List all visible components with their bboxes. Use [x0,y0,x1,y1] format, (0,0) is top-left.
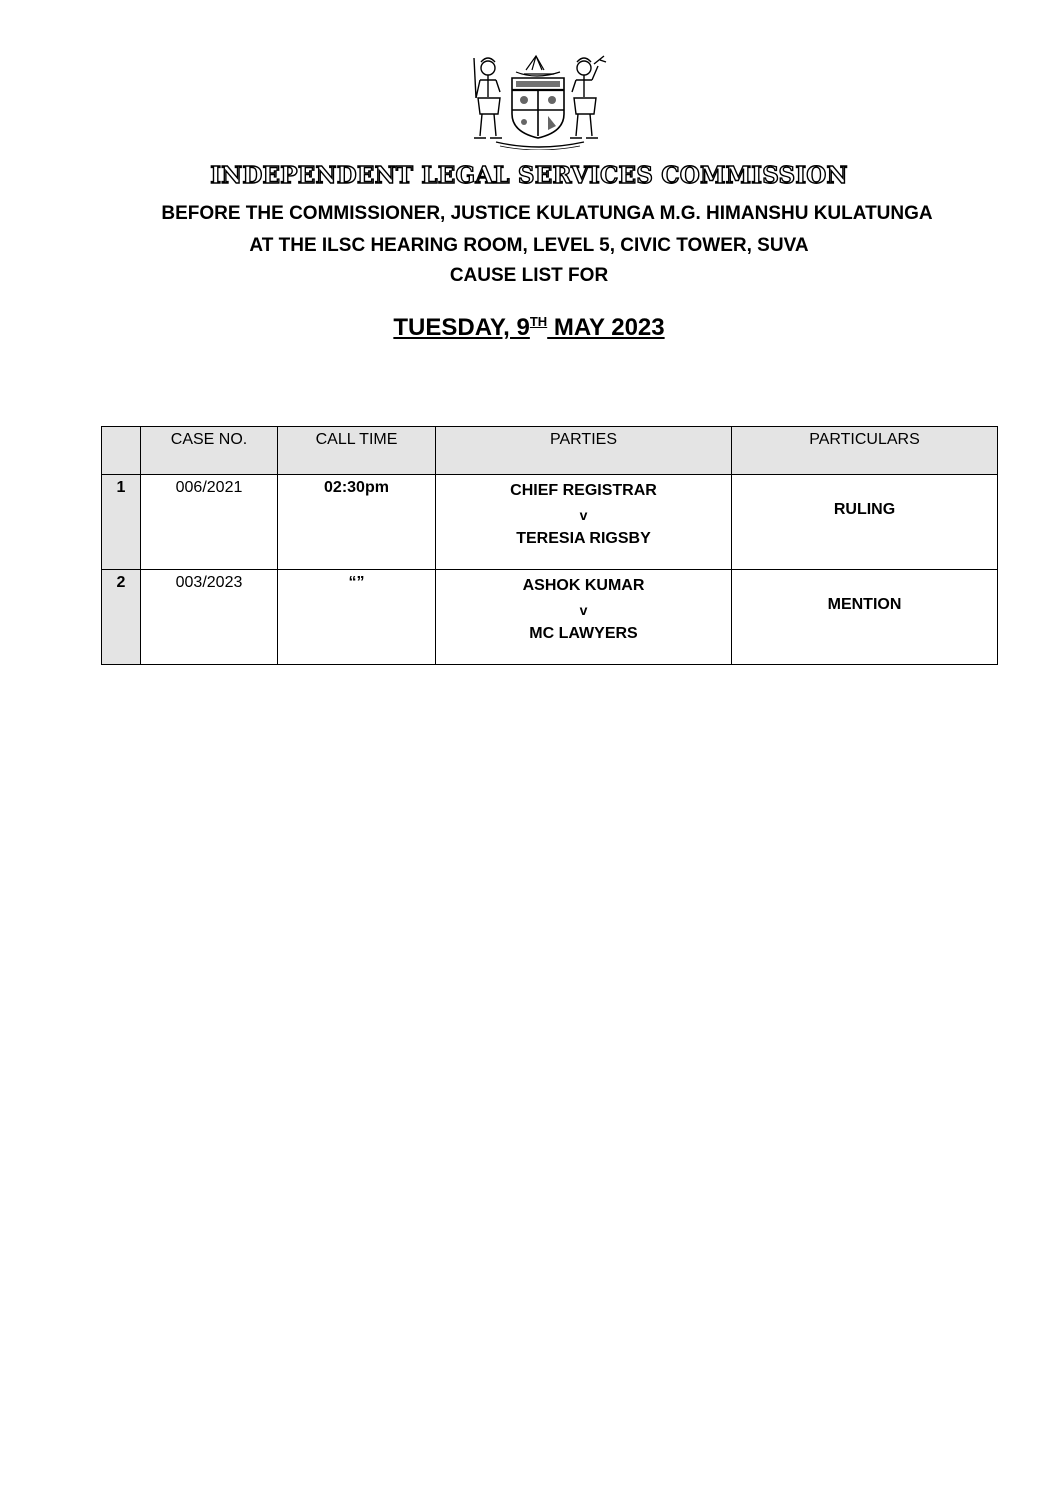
case-number: 006/2021 [141,475,278,570]
parties [436,475,732,570]
cause-list-table [101,426,998,665]
table-header-row [102,427,998,475]
row-number: 2 [102,570,141,665]
party-respondent: TERESIA RIGSBY [516,530,651,547]
party-respondent: MC LAWYERS [529,625,638,642]
party-applicant: ASHOK KUMAR [522,577,645,594]
cause-list-label: CAUSE LIST FOR [449,265,609,286]
header-number [102,427,141,475]
fiji-coat-of-arms-icon [466,50,614,150]
call-time: 02:30pm [278,475,436,570]
row-number: 1 [102,475,141,570]
table-row [102,475,998,570]
call-time: “” [278,570,436,665]
header-call-time: CALL TIME [278,427,436,475]
party-applicant: CHIEF REGISTRAR [510,482,657,499]
table-row [102,570,998,665]
particulars: RULING [732,475,998,570]
versus: v [579,507,588,523]
page-title: INDEPENDENT LEGAL SERVICES COMMISSION [210,162,848,189]
header-parties: PARTIES [436,427,732,475]
hearing-date-suffix: MAY 2023 [547,314,665,341]
header-particulars: PARTICULARS [732,427,998,475]
commissioner-line: BEFORE THE COMMISSIONER, JUSTICE KULATUNGA M.G. HIMANSHU KULATUNGA [161,203,933,224]
parties [436,570,732,665]
venue-line: AT THE ILSC HEARING ROOM, LEVEL 5, CIVIC TOWER, SUVA [249,235,809,256]
hearing-date [0,314,1058,342]
hearing-date-prefix: TUESDAY, 9 [393,314,530,341]
versus: v [579,602,588,618]
hearing-date-ordinal: TH [529,314,548,329]
header-case-no: CASE NO. [141,427,278,475]
particulars: MENTION [732,570,998,665]
case-number: 003/2023 [141,570,278,665]
